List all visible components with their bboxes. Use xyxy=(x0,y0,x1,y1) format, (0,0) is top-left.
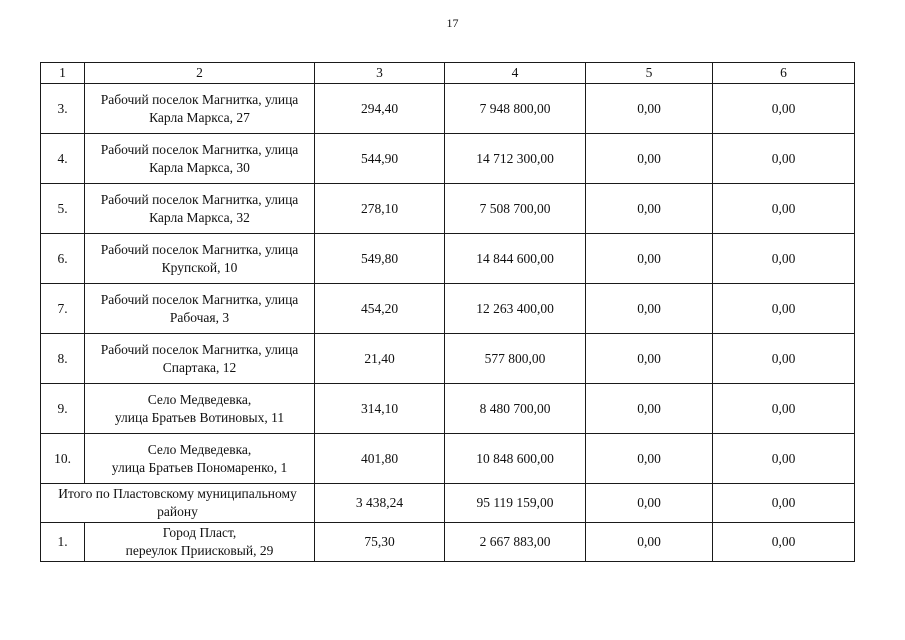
table-row xyxy=(41,84,855,134)
address-cell xyxy=(85,334,315,384)
value-col3: 401,80 xyxy=(315,434,445,484)
total-col4: 95 119 159,00 xyxy=(445,484,586,523)
value-col6: 0,00 xyxy=(713,184,855,234)
address-cell xyxy=(85,384,315,434)
row-number: 3. xyxy=(41,84,85,134)
address-cell xyxy=(85,284,315,334)
column-header-row xyxy=(41,63,855,84)
address-line: Рабочий поселок Магнитка, улица xyxy=(100,341,299,357)
value-col6: 0,00 xyxy=(713,334,855,384)
column-header-2: 2 xyxy=(85,63,315,84)
value-col4: 14 844 600,00 xyxy=(445,234,586,284)
table-row xyxy=(41,334,855,384)
value-col3: 544,90 xyxy=(315,134,445,184)
address-line: Карла Маркса, 30 xyxy=(149,159,250,175)
address-line: Карла Маркса, 27 xyxy=(149,109,250,125)
row-number: 10. xyxy=(41,434,85,484)
value-col5: 0,00 xyxy=(586,234,713,284)
value-col5: 0,00 xyxy=(586,334,713,384)
address-cell xyxy=(85,84,315,134)
value-col6: 0,00 xyxy=(713,234,855,284)
total-col3: 3 438,24 xyxy=(315,484,445,523)
address-line: Село Медведевка, xyxy=(147,441,252,457)
value-col5: 0,00 xyxy=(586,184,713,234)
address-cell xyxy=(85,434,315,484)
total-label-line: Итого по Пластовскому муниципальному xyxy=(58,486,297,501)
address-cell xyxy=(85,523,315,562)
value-col4: 577 800,00 xyxy=(445,334,586,384)
address-line: Спартака, 12 xyxy=(162,359,237,375)
table-row xyxy=(41,284,855,334)
row-number: 8. xyxy=(41,334,85,384)
address-line: Город Пласт, xyxy=(162,525,237,540)
value-col4: 8 480 700,00 xyxy=(445,384,586,434)
value-col6: 0,00 xyxy=(713,84,855,134)
column-header-6: 6 xyxy=(713,63,855,84)
value-col5: 0,00 xyxy=(586,284,713,334)
value-col4: 14 712 300,00 xyxy=(445,134,586,184)
value-col3: 549,80 xyxy=(315,234,445,284)
value-col4: 2 667 883,00 xyxy=(445,523,586,562)
address-line: Рабочая, 3 xyxy=(169,309,230,325)
column-header-5: 5 xyxy=(586,63,713,84)
table-body xyxy=(41,63,855,562)
address-line: Рабочий поселок Магнитка, улица xyxy=(100,241,299,257)
address-cell xyxy=(85,134,315,184)
value-col4: 7 508 700,00 xyxy=(445,184,586,234)
table-row xyxy=(41,384,855,434)
column-header-3: 3 xyxy=(315,63,445,84)
address-cell xyxy=(85,234,315,284)
value-col3: 454,20 xyxy=(315,284,445,334)
address-line: Карла Маркса, 32 xyxy=(149,209,250,225)
total-col6: 0,00 xyxy=(713,484,855,523)
value-col3: 21,40 xyxy=(315,334,445,384)
table-row xyxy=(41,184,855,234)
address-line: переулок Приисковый, 29 xyxy=(125,543,274,558)
value-col5: 0,00 xyxy=(586,523,713,562)
address-line: Рабочий поселок Магнитка, улица xyxy=(100,91,299,107)
total-label-cell xyxy=(41,484,315,523)
value-col3: 294,40 xyxy=(315,84,445,134)
value-col5: 0,00 xyxy=(586,434,713,484)
table-row xyxy=(41,134,855,184)
address-line: Село Медведевка, xyxy=(147,391,252,407)
address-line: улица Братьев Пономаренко, 1 xyxy=(111,459,288,475)
row-number: 5. xyxy=(41,184,85,234)
value-col5: 0,00 xyxy=(586,384,713,434)
column-header-4: 4 xyxy=(445,63,586,84)
address-line: Рабочий поселок Магнитка, улица xyxy=(100,291,299,307)
value-col6: 0,00 xyxy=(713,434,855,484)
address-line: Крупской, 10 xyxy=(161,259,238,275)
row-number: 4. xyxy=(41,134,85,184)
row-number: 6. xyxy=(41,234,85,284)
column-header-1: 1 xyxy=(41,63,85,84)
value-col4: 7 948 800,00 xyxy=(445,84,586,134)
row-number: 9. xyxy=(41,384,85,434)
address-line: Рабочий поселок Магнитка, улица xyxy=(100,141,299,157)
row-number: 1. xyxy=(41,523,85,562)
table-row xyxy=(41,234,855,284)
value-col3: 314,10 xyxy=(315,384,445,434)
total-col5: 0,00 xyxy=(586,484,713,523)
value-col5: 0,00 xyxy=(586,134,713,184)
value-col4: 12 263 400,00 xyxy=(445,284,586,334)
table-row xyxy=(41,523,855,562)
page-number: 17 xyxy=(446,16,459,30)
value-col6: 0,00 xyxy=(713,523,855,562)
value-col6: 0,00 xyxy=(713,384,855,434)
address-line: улица Братьев Вотиновых, 11 xyxy=(114,409,285,425)
value-col6: 0,00 xyxy=(713,284,855,334)
value-col3: 75,30 xyxy=(315,523,445,562)
address-cell xyxy=(85,184,315,234)
value-col3: 278,10 xyxy=(315,184,445,234)
table-row xyxy=(41,434,855,484)
value-col5: 0,00 xyxy=(586,84,713,134)
address-line: Рабочий поселок Магнитка, улица xyxy=(100,191,299,207)
value-col4: 10 848 600,00 xyxy=(445,434,586,484)
value-col6: 0,00 xyxy=(713,134,855,184)
total-label-line: району xyxy=(157,504,198,519)
housing-table xyxy=(40,62,855,562)
total-row xyxy=(41,484,855,523)
row-number: 7. xyxy=(41,284,85,334)
